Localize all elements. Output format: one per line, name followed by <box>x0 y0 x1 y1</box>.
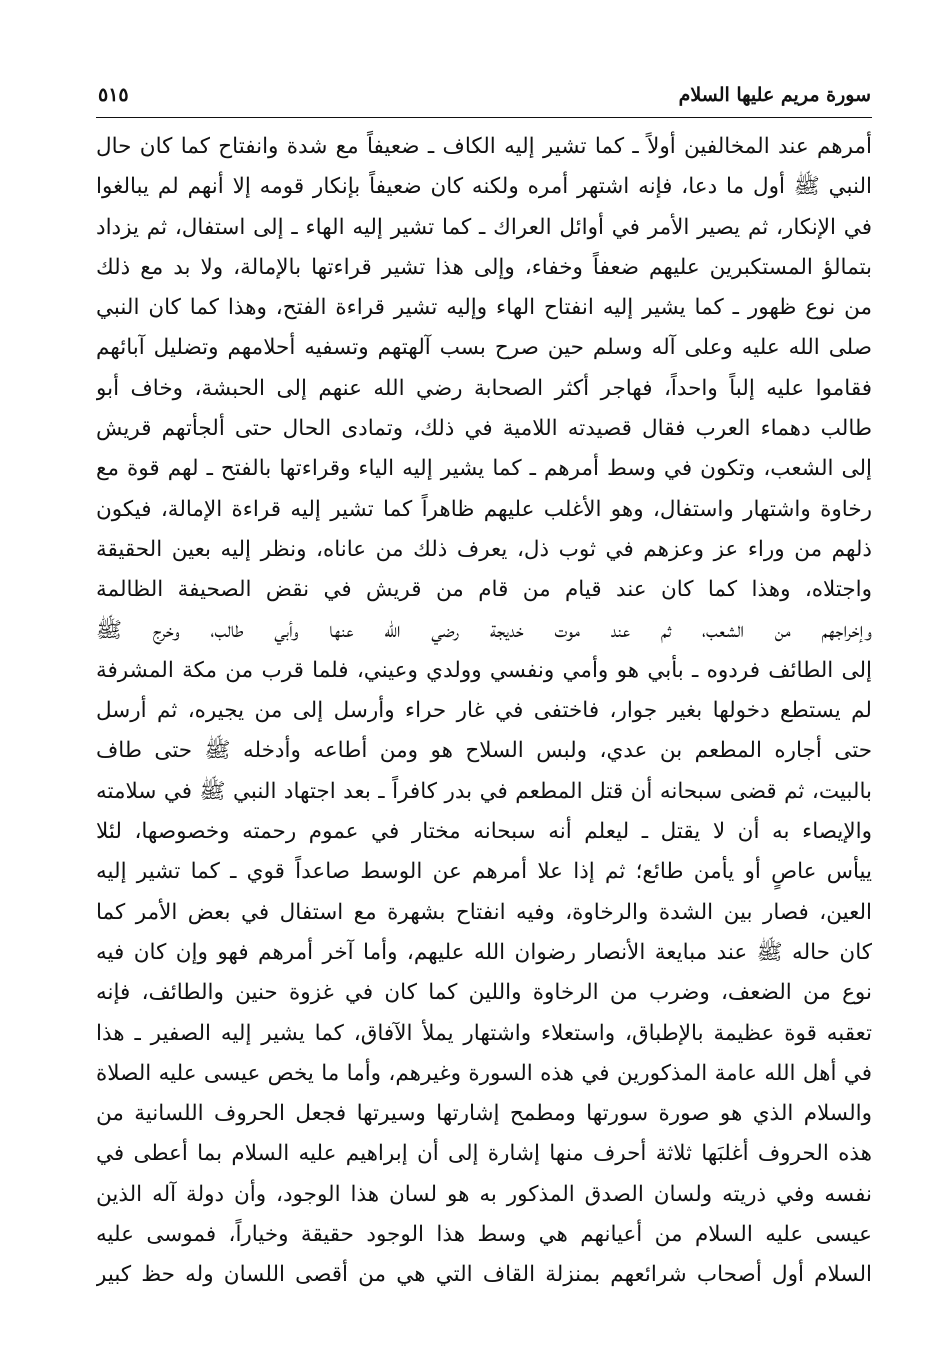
text-line: النبي ﷺ أول ما دعا، فإنه اشتهر أمره ولكنه كان ضعيفاً بإنكار قومه إلا أنهم لم يبالغوا <box>96 174 872 200</box>
text-line: طالب دهماء العرب فقال قصيدته اللامية في ذلك، وتمادى الحال حتى ألجأتهم قريش <box>96 416 872 442</box>
text-line: ذلهم من وراء عز وعزهم في ثوب ذل، يعرف ذلك من عاناه، ونظر إليه بعين الحقيقة <box>96 536 872 562</box>
text-line: إلى الطائف فردوه ـ بأبي هو وأمي ونفسي وولدي وعيني، فلما قرب من مكة المشرفة <box>96 657 872 683</box>
text-line: بتمالؤ المستكبرين عليهم ضعفاً وخفاء، وإلى هذا تشير قراءتها بالإمالة، ولا بد مع ذلك <box>96 254 872 280</box>
text-line: العين، فصار بين الشدة والرخاوة، وفيه انفتاح بشهرة مع استفال في بعض الأمر كما <box>96 899 872 925</box>
running-header <box>96 82 871 114</box>
chapter-title: سورة مريم عليها السلام <box>678 84 871 106</box>
text-line: عيسى عليه السلام من أعيانهم هي وسط هذا الوجود حقيقة وخياراً، فموسى عليه <box>96 1222 872 1248</box>
text-line: نوع من الضعف، وضرب من الرخاوة واللين كما كان في غزوة حنين والطائف، فإنه <box>96 980 872 1006</box>
text-line: صلى الله عليه وعلى آله وسلم حين صرح بسب آلهتهم وتسفيه أحلامهم وتضليل آبائهم <box>96 335 872 361</box>
text-line: هذه الحروف أغلبَها ثلاثة أحرف منها إشارة إلى أن إبراهيم عليه السلام بما أعطى في <box>96 1141 872 1167</box>
text-line: رخاوة واشتهار واستفال، وهو الأغلب عليهم ظاهراً كما تشير إليه قراءة الإمالة، فيكون <box>96 496 872 522</box>
text-line: في الإنكار، ثم يصير الأمر في أوائل العراك ـ كما تشير إليه الهاء ـ إلى استفال، ثم يزداد <box>96 214 872 240</box>
text-line: بالبيت، ثم قضى سبحانه أن قتل المطعم في بدر كافراً ـ بعد اجتهاد النبي ﷺ في سلامته <box>96 778 872 804</box>
page-number: ٥١٥ <box>98 84 129 106</box>
text-line: إلى الشعب، وتكون في وسط أمرهم ـ كما يشير إليه الياء وقراءتها بالفتح ـ لهم قوة مع <box>96 456 872 482</box>
text-line: وإخراجهم من الشعب، ثم عند موت خديجة رضي الله عنها وأبي طالب، وخرج ﷺ <box>96 617 872 643</box>
text-line: تعقبه قوة عظيمة بالإطباق، واستعلاء واشتهار يملأ الآفاق، كما يشير إليه الصفير ـ هذا <box>96 1020 872 1046</box>
text-line: والسلام الذي هو صورة سورتها ومطمح إشارتها وسيرتها فجعل الحروف اللسانية من <box>96 1101 872 1127</box>
text-line: حتى أجاره المطعم بن عدي، ولبس السلاح هو ومن أطاعه وأدخله ﷺ حتى طاف <box>96 738 872 764</box>
text-line: والإيصاء به أن لا يقتل ـ ليعلم أنه سبحانه مختار في عموم رحمته وخصوصها، لئلا <box>96 819 872 845</box>
text-line: كان حاله ﷺ عند مبايعة الأنصار رضوان الله عليهم، وأما آخر أمرهم فهو وإن كان فيه <box>96 939 872 965</box>
text-line: لم يستطع دخولها بغير جوار، فاختفى في غار حراء وأرسل إلى من يجيره، ثم أرسل <box>96 698 872 724</box>
header-divider <box>96 117 872 118</box>
text-line: ييأس عاصٍ أو يأمن طائع؛ ثم إذا علا أمرهم عن الوسط صاعداً قوي ـ كما تشير إليه <box>96 859 872 885</box>
text-line: واجتلاه، وهذا كما كان عند قيام من قام من قريش في نقض الصحيفة الظالمة <box>96 577 872 603</box>
text-line: أمرهم عند المخالفين أولاً ـ كما تشير إليه الكاف ـ ضعيفاً مع شدة وانفتاح كما كان حال <box>96 134 872 159</box>
body-text <box>96 127 872 1296</box>
text-line: في أهل الله عامة المذكورين في هذه السورة وغيرهم، وأما ما يخص عيسى عليه الصلاة <box>96 1060 872 1086</box>
text-line: نفسه وفي ذريته ولسان الصدق المذكور به هو لسان هذا الوجود، وأن دولة آله الذين <box>96 1181 872 1207</box>
text-line: السلام أول أصحاب شرائعهم بمنزلة القاف التي هي من أقصى اللسان وله حظ كبير <box>96 1262 872 1288</box>
text-line: فقاموا عليه إلباً واحداً، فهاجر أكثر الصحابة رضي الله عنهم إلى الحبشة، وخاف أبو <box>96 375 872 401</box>
text-line: من نوع ظهور ـ كما يشير إليه انفتاح الهاء وإليه تشير قراءة الفتح، وهذا كما كان النبي <box>96 295 872 321</box>
